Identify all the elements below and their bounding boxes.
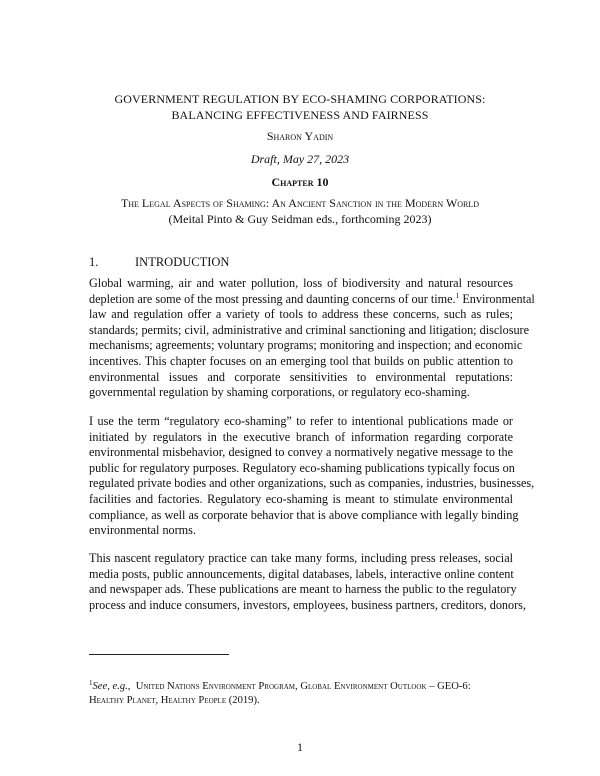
title-line-1: GOVERNMENT REGULATION BY ECO-SHAMING CORPORATIONS: [114,92,486,106]
footnote-line [89,694,513,708]
book-editors: (Meital Pinto & Guy Seidman eds., forthcoming 2023) [168,212,432,226]
paragraph-line: standards; permits; civil, administrative and criminal sanctioning and litigation; disclosure [89,322,530,337]
paragraph-line-continuation: Environmental [459,291,535,306]
paragraph-3 [89,551,526,613]
footnote-1 [89,680,513,708]
paragraph-line: mechanisms; agreements; voluntary programs; monitoring and inspection; and economic [89,338,523,353]
paragraph-line: public for regulatory purposes. Regulatory eco-shaming publications typically focus on [89,460,515,475]
paragraph-line: media posts, public announcements, digital databases, labels, interactive online content [89,566,514,581]
paragraph-1 [89,276,535,401]
footnote-reference[interactable]: 1 [455,290,460,300]
footnote-number: 1 [89,679,93,687]
paragraph-line: process and induce consumers, investors, employees, business partners, creditors, donors, [89,597,526,612]
paragraph-line: Global warming, air and water pollution, loss of biodiversity and natural resources [89,276,513,290]
draft-date: Draft, May 27, 2023 [250,152,350,166]
paragraph-line: incentives. This chapter focuses on an emerging tool that builds on public attention to [89,353,513,368]
paragraph-line: environmental norms. [89,523,196,538]
footnote-source-title: Healthy Planet, Healthy People [89,695,227,706]
title-line-2: BALANCING EFFECTIVENESS AND FAIRNESS [171,108,429,122]
paragraph-line: compliance, as well as corporate behavior that is above compliance with legally binding [89,507,519,522]
paragraph-line: initiated by regulators in the executive branch of information regarding corporate [89,429,513,444]
paragraph-line: environmental issues and corporate sensitivities to environmental reputations: [89,369,513,384]
page-number: 1 [297,740,303,754]
paragraph-line-text: depletion are some of the most pressing and daunting concerns of our time. [89,291,456,306]
paragraph-line: and newspaper ads. These publications are meant to harness the public to the regulatory [89,582,517,597]
chapter-label: Chapter 10 [271,175,329,189]
author-name: Sharon Yadin [266,129,334,143]
paragraph-line: law and regulation offer a variety of tools to address these concerns, such as rules; [89,307,513,322]
paragraph-line: facilities and factories. Regulatory eco-shaming is meant to stimulate environmental [89,491,513,506]
book-reference [0,195,600,227]
paragraph-line: environmental misbehavior, designed to convey a normatively negative message to the [89,445,513,460]
footnote-line: $^1$See, e.g., United Nations Environment Program, Global Environment Outlook – GEO-6: [89,679,471,692]
paragraph-line-with-footnote [89,290,535,308]
footnote-year: (2019). [226,695,260,706]
paragraph-line: I use the term “regulatory eco-shaming” to refer to intentional publications made or [89,414,513,428]
book-title: The Legal Aspects of Shaming: An Ancient Sanction in the Modern World [120,196,480,210]
section-title: INTRODUCTION [135,255,230,269]
section-number: 1. [89,255,99,269]
section-heading [89,255,229,270]
footnote-signal: See, e.g. [92,681,128,692]
footnote-source: United Nations Environment Program, Global Environment Outlook – GEO-6: [135,681,471,692]
document-title [0,91,600,123]
footnote-separator [89,654,229,655]
paragraph-2 [89,414,535,539]
paragraph-line: governmental regulation by shaming corporations, or regulatory eco-shaming. [89,385,470,400]
paragraph-line: This nascent regulatory practice can take many forms, including press releases, social [89,551,513,565]
paragraph-line: regulated private bodies and other organizations, such as companies, industries, businesses, [89,476,535,491]
